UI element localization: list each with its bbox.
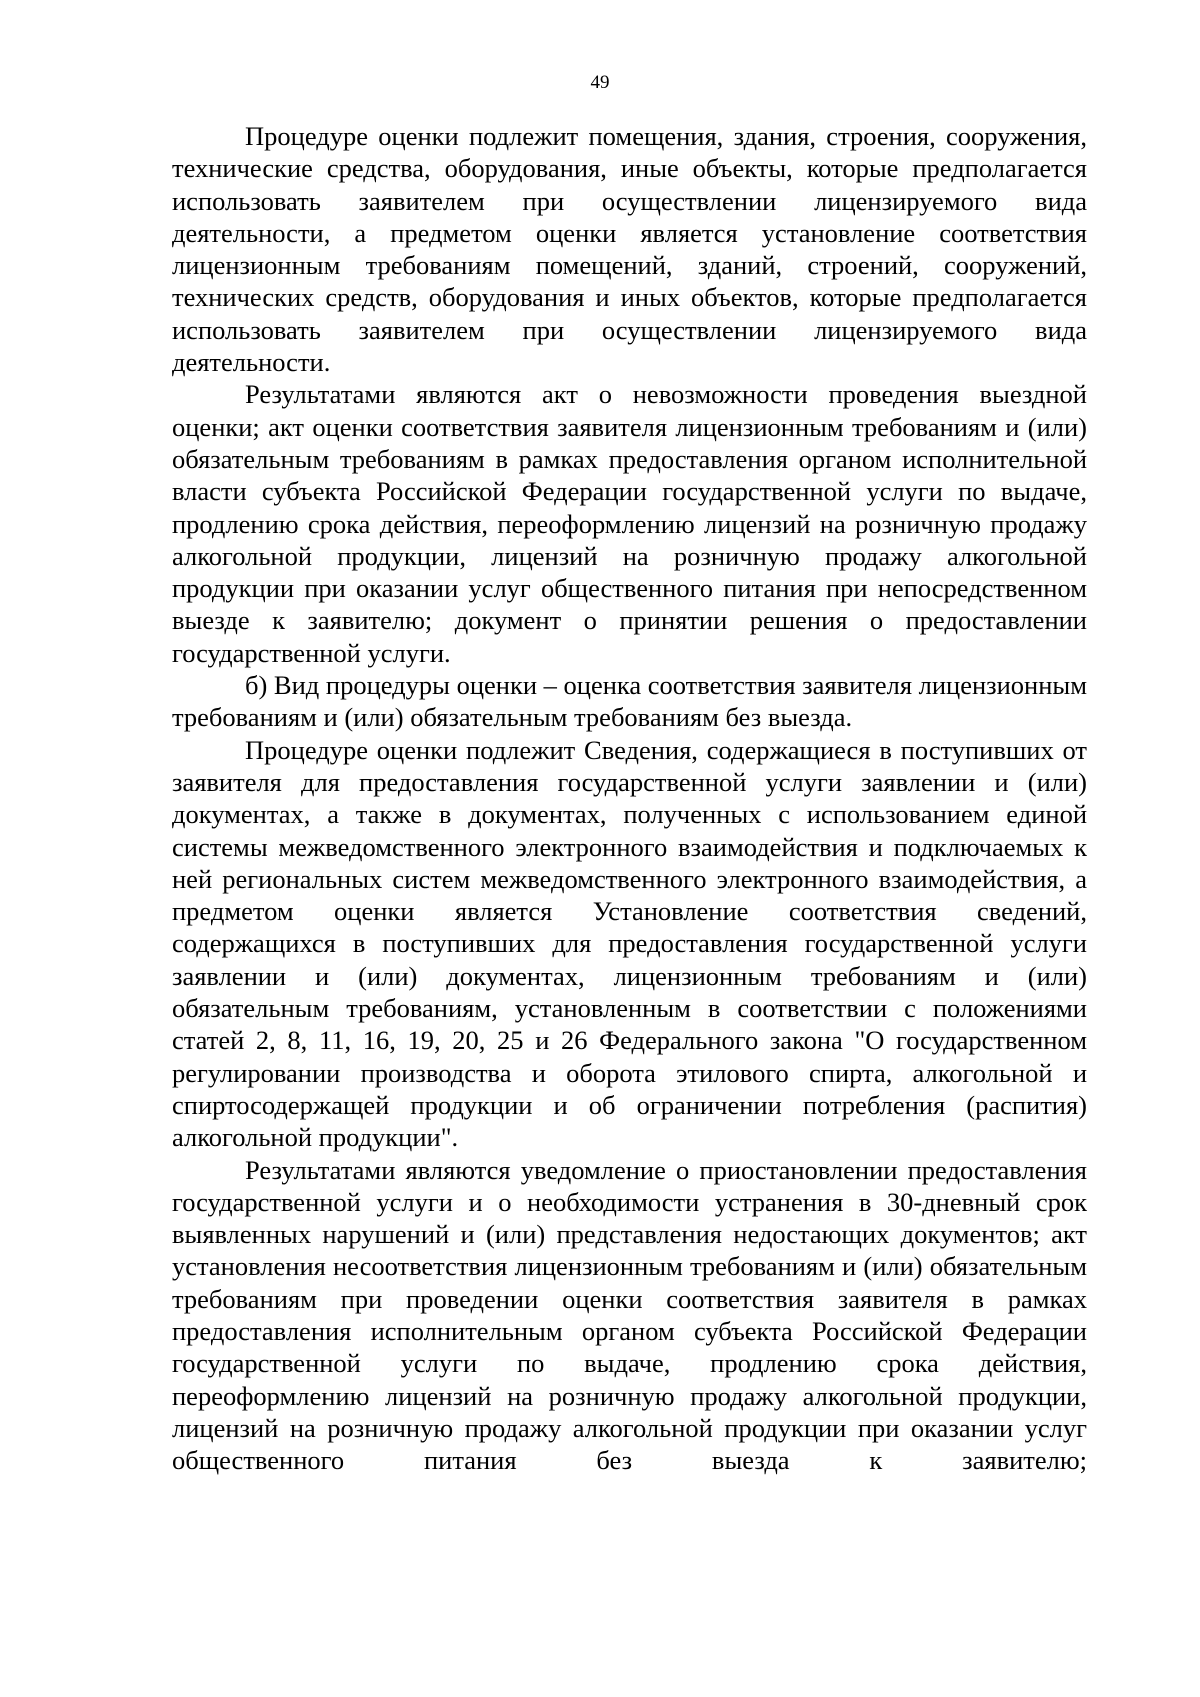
paragraph-assessment-subject-on-site: Процедуре оценки подлежит помещения, здания, строения, сооружения, технические средства, оборудования, иные объекты, которые предполагается использовать заявителем при осуществлении лицензируемого вида деятельности, а предметом оценки является установление соответствия лицензионным требованиям помещений, зданий, строений, сооружений, технических средств, оборудования и иных объектов, которые предполагается использовать заявителем при осуществлении лицензируемого вида деятельности. <box>172 121 1087 378</box>
paragraph-results-on-site: Результатами являются акт о невозможности проведения выездной оценки; акт оценки соответствия заявителя лицензионным требованиям и (или) обязательным требованиям в рамках предоставления органом исполнительной власти субъекта Российской Федерации государственной услуги по выдаче, продлению срока действия, переоформлению лицензий на розничную продажу алкогольной продукции, лицензий на розничную продажу алкогольной продукции при оказании услуг общественного питания при непосредственном выезде к заявителю; документ о принятии решения о предоставлении государственной услуги. <box>172 379 1087 668</box>
paragraph-results-remote: Результатами являются уведомление о приостановлении предоставления государственной услуги и о необходимости устранения в 30-дневный срок выявленных нарушений и (или) представления недостающих документов; акт установления несоответствия лицензионным требованиям и (или) обязательным требованиям при проведении оценки соответствия заявителя в рамках предоставления исполнительным органом субъекта Российской Федерации государственной услуги по выдаче, продлению срока действия, переоформлению лицензий на розничную продажу алкогольной продукции, лицензий на розничную продажу алкогольной продукции при оказании услуг общественного питания без выезда к заявителю; <box>172 1154 1087 1476</box>
paragraph-assessment-type-remote: б) Вид процедуры оценки – оценка соответствия заявителя лицензионным требованиям и (или) обязательным требованиям без выезда. <box>172 670 1087 733</box>
document-body <box>172 120 1087 1476</box>
page-number: 49 <box>590 72 610 93</box>
paragraph-assessment-subject-remote: Процедуре оценки подлежит Сведения, содержащиеся в поступивших от заявителя для предоставления государственной услуги заявлении и (или) документах, а также в документах, полученных с использованием единой системы межведомственного электронного взаимодействия и подключаемых к ней региональных систем межведомственного электронного взаимодействия, а предметом оценки является Установление соответствия сведений, содержащихся в поступивших для предоставления государственной услуги заявлении и (или) документах, лицензионным требованиям и (или) обязательным требованиям, установленным в соответствии с положениями статей 2, 8, 11, 16, 19, 20, 25 и 26 Федерального закона "О государственном регулировании производства и оборота этилового спирта, алкогольной и спиртосодержащей продукции и об ограничении потребления (распития) алкогольной продукции". <box>172 734 1087 1153</box>
